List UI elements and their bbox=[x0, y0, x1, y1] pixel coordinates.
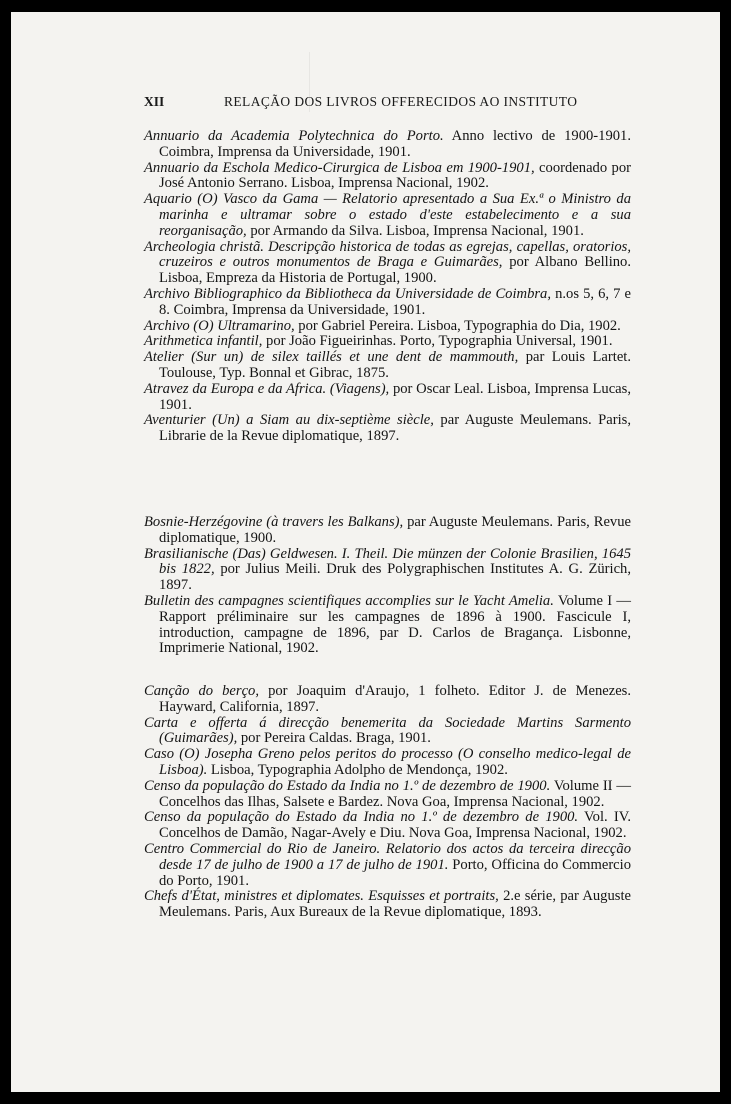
section-c bbox=[144, 684, 631, 921]
entry-title: Archeologia christã. Descripção historica de todas as egrejas, capellas, oratorios, cruzeiros e outros monumentos de Braga e Guimarães, bbox=[144, 238, 631, 271]
bibliography-entry bbox=[144, 334, 631, 350]
entry-title: Annuario da Academia Polytechnica do Porto. bbox=[144, 128, 444, 144]
page-header-title: RELAÇÃO DOS LIVROS OFFERECIDOS AO INSTITUTO bbox=[224, 94, 578, 109]
entry-details: Lisboa, Typographia Adolpho de Mendonça, 1902. bbox=[207, 761, 508, 778]
entry-title: Atelier (Sur un) de silex taillés et une dent de mammouth, bbox=[144, 349, 519, 366]
page-number: XII bbox=[144, 94, 165, 109]
section-a bbox=[144, 129, 631, 445]
document-page bbox=[11, 12, 720, 1092]
entry-details: por Albano Bellino. Lisboa, Empreza da Historia de Portugal, 1900. bbox=[159, 254, 631, 287]
entry-title: Censo da população do Estado da India no 1.º de dezembro de 1900. bbox=[144, 809, 579, 826]
entry-details: par Auguste Meulemans. Paris, Revue diplomatique, 1900. bbox=[159, 514, 631, 546]
entry-title: Aventurier (Un) a Siam au dix-septième siècle, bbox=[144, 412, 434, 429]
entry-details: 2.e série, par Auguste Meulemans. Paris, Aux Bureaux de la Revue diplomatique, 1893. bbox=[159, 888, 631, 921]
entry-details: por Armando da Silva. Lisboa, Imprensa Nacional, 1901. bbox=[246, 222, 584, 239]
bibliography-entry bbox=[144, 240, 631, 287]
entry-details: por Gabriel Pereira. Lisboa, Typographia do Dia, 1902. bbox=[294, 317, 621, 334]
bibliography-entry bbox=[144, 287, 631, 319]
bibliography-entry bbox=[144, 547, 631, 594]
entry-details: Volume I — Rapport préliminaire sur les campagnes de 1896 à 1900. Fascicule I, introduction, campagne de 1896, par D. Carlos de Bragança. Lisbonne, Imprimerie National, 1902. bbox=[159, 592, 631, 657]
bibliography-entry bbox=[144, 129, 631, 161]
bibliography-entry bbox=[144, 889, 631, 921]
bibliography-entry bbox=[144, 594, 631, 657]
entry-title: Canção do berço, bbox=[144, 683, 260, 699]
bibliography-entry bbox=[144, 192, 631, 239]
entry-details: por Joaquim d'Araujo, 1 folheto. Editor J. de Menezes. Hayward, California, 1897. bbox=[159, 683, 632, 715]
entry-details: por Oscar Leal. Lisboa, Imprensa Lucas, 1901. bbox=[159, 380, 631, 413]
entry-title: Atravez da Europa e da Africa. (Viagens), bbox=[144, 380, 390, 397]
entry-title: Chefs d'État, ministres et diplomates. Esquisses et portraits, bbox=[144, 888, 499, 905]
entry-details: Anno lectivo de 1900-1901. Coimbra, Imprensa da Universidade, 1901. bbox=[159, 128, 631, 160]
entry-title: Arithmetica infantil, bbox=[144, 333, 263, 350]
section-b bbox=[144, 515, 631, 657]
entry-title: Caso (O) Josepha Greno pelos peritos do processo (O conselho medico-legal de Lisboa). bbox=[144, 746, 631, 778]
entry-title: Brasilianische (Das) Geldwesen. I. Theil. Die münzen der Colonie Brasilien, 1645 bis 1822, bbox=[144, 545, 631, 578]
running-head bbox=[144, 94, 594, 114]
bibliography-entry bbox=[144, 716, 631, 748]
entry-details: par Auguste Meulemans. Paris, Librarie de la Revue diplomatique, 1897. bbox=[159, 412, 632, 445]
entry-details: por Julius Meili. Druk des Polygraphischen Institutes A. G. Zürich, 1897. bbox=[159, 561, 631, 594]
entry-title: Bosnie-Herzégovine (à travers les Balkans), bbox=[144, 514, 404, 530]
entry-title: Aquario (O) Vasco da Gama — Relatorio apresentado a Sua Ex.ª o Ministro da marinha e ultramar sobre o estado d'este estabelecimento e a sua reorganisação, bbox=[144, 191, 631, 239]
entry-title: Carta e offerta á direcção benemerita da Sociedade Martins Sarmento (Guimarães), bbox=[144, 714, 631, 747]
bibliography-entry bbox=[144, 515, 631, 547]
entry-title: Annuario da Eschola Medico-Cirurgica de Lisboa em 1900-1901, bbox=[144, 159, 535, 176]
entry-title: Censo da população do Estado da India no 1.º de dezembro de 1900. bbox=[144, 777, 551, 794]
entry-details: coordenado por José Antonio Serrano. Lisboa, Imprensa Nacional, 1902. bbox=[159, 159, 631, 192]
bibliography-entry bbox=[144, 319, 631, 335]
entry-title: Centro Commercial do Rio de Janeiro. Relatorio dos actos da terceira direcção desde 17 de julho de 1900 a 17 de julho de 1901. bbox=[144, 840, 631, 873]
entry-details: por João Figueirinhas. Porto, Typographia Universal, 1901. bbox=[262, 333, 613, 350]
entry-details: n.os 5, 6, 7 e 8. Coimbra, Imprensa da Universidade, 1901. bbox=[159, 285, 631, 318]
bibliography-entry bbox=[144, 161, 631, 193]
entry-title: Archivo (O) Ultramarino, bbox=[144, 317, 295, 334]
bibliography-entry bbox=[144, 842, 631, 889]
bibliography-entry bbox=[144, 413, 631, 445]
bibliography-entry bbox=[144, 350, 631, 382]
bibliography-entry bbox=[144, 684, 631, 716]
entry-details: Volume II — Concelhos das Ilhas, Salsete e Bardez. Nova Goa, Imprensa Nacional, 1902. bbox=[159, 777, 631, 810]
entry-title: Archivo Bibliographico da Bibliotheca da Universidade de Coimbra, bbox=[144, 285, 551, 302]
entry-details: Porto, Officina do Commercio do Porto, 1901. bbox=[159, 856, 632, 889]
entry-title: Bulletin des campagnes scientifiques accomplies sur le Yacht Amelia. bbox=[144, 592, 554, 609]
bibliography-entry bbox=[144, 810, 631, 842]
entry-details: par Louis Lartet. Toulouse, Typ. Bonnal et Gibrac, 1875. bbox=[159, 349, 631, 381]
bibliography-entry bbox=[144, 779, 631, 811]
entry-details: Vol. IV. Concelhos de Damão, Nagar-Avely e Diu. Nova Goa, Imprensa Nacional, 1902. bbox=[159, 809, 632, 842]
entry-details: por Pereira Caldas. Braga, 1901. bbox=[237, 730, 431, 747]
bibliography-entry bbox=[144, 382, 631, 414]
bibliography-entry bbox=[144, 747, 631, 779]
